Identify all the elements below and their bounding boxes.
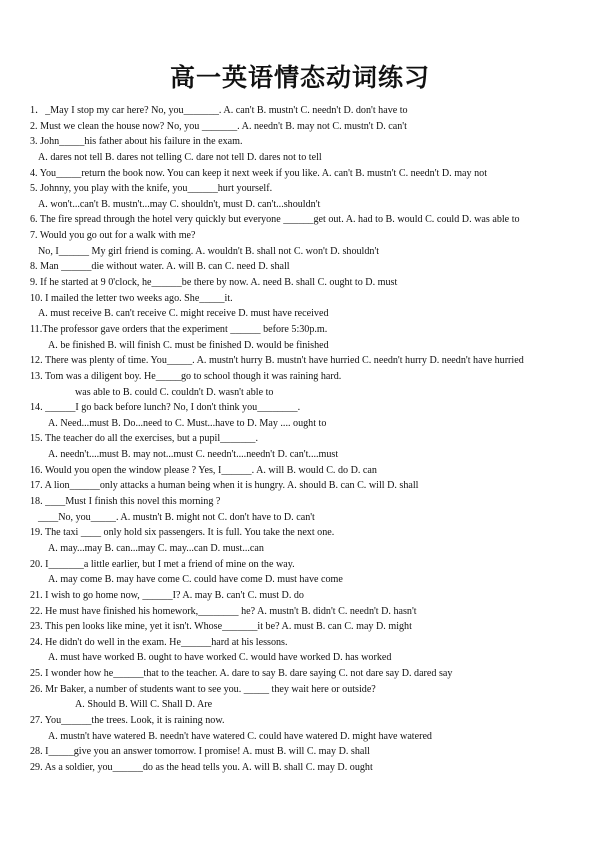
question-25: 25. I wonder how he______that to the teacher. A. dare to say B. dare saying C. not dare say D. dared say [30, 668, 453, 680]
question-19-options: A. may...may B. can...may C. may...can D. must...can [48, 542, 264, 554]
question-3: 3. John_____his father about his failure in the exam. [30, 136, 243, 148]
question-6: 6. The fire spread through the hotel very quickly but everyone ______get out. A. had to B. would C. could D. was able to [30, 214, 520, 226]
question-7: 7. Would you go out for a walk with me? [30, 230, 196, 242]
question-9: 9. If he started at 9 0'clock, he______be there by now. A. need B. shall C. ought to D. must [30, 277, 398, 289]
question-3-options: A. dares not tell B. dares not telling C. dare not tell D. dares not to tell [38, 151, 322, 163]
question-13-options: was able to B. could C. couldn't D. wasn't able to [75, 386, 274, 398]
question-7-response: No, I______ My girl friend is coming. A. wouldn't B. shall not C. won't D. shouldn't [38, 245, 380, 257]
question-2: 2. Must we clean the house now? No, you _______. A. needn't B. may not C. mustn't D. can't [30, 120, 407, 132]
question-29: 29. As a soldier, you______do as the head tells you. A. will B. shall C. may D. ought [30, 761, 373, 773]
question-13: 13. Tom was a diligent boy. He_____go to school though it was raining hard. [30, 370, 342, 382]
question-14-options: A. Need...must B. Do...need to C. Must...have to D. May .... ought to [48, 417, 327, 429]
question-26-options: A. Should B. Will C. Shall D. Are [75, 699, 213, 711]
question-18-options: ____No, you_____. A. mustn't B. might not C. don't have to D. can't [38, 511, 315, 523]
question-26: 26. Mr Baker, a number of students want to see you. _____ they wait here or outside? [30, 683, 376, 695]
question-11-options: A. be finished B. will finish C. must be finished D. would be finished [48, 339, 329, 351]
page-title: 高一英语情态动词练习 [169, 63, 430, 92]
question-19: 19. The taxi ____ only hold six passengers. It is full. You take the next one. [30, 527, 335, 539]
question-5: 5. Johnny, you play with the knife, you______hurt yourself. [30, 183, 273, 195]
question-10: 10. I mailed the letter two weeks ago. She_____it. [30, 292, 233, 304]
question-28: 28. I_____give you an answer tomorrow. I promise! A. must B. will C. may D. shall [30, 746, 370, 758]
question-10-options: A. must receive B. can't receive C. might receive D. must have received [38, 308, 329, 320]
question-11: 11.The professor gave orders that the experiment ______ before 5:30p.m. [30, 323, 328, 335]
question-15-options: A. needn't....must B. may not...must C. needn't....needn't D. can't....must [48, 449, 339, 461]
question-22: 22. He must have finished his homework,________ he? A. mustn't B. didn't C. needn't D. hasn't [30, 605, 417, 617]
question-14: 14. ______I go back before lunch? No, I don't think you________. [30, 402, 301, 414]
question-17: 17. A lion______only attacks a human being when it is hungry. A. should B. can C. will D. shall [30, 480, 419, 492]
question-8: 8. Man ______die without water. A. will B. can C. need D. shall [30, 261, 290, 273]
question-24-options: A. must have worked B. ought to have worked C. would have worked D. has worked [48, 652, 392, 664]
question-18: 18. ____Must I finish this novel this morning ? [30, 496, 221, 508]
question-5-options: A. won't...can't B. mustn't...may C. shouldn't, must D. can't...shouldn't [38, 198, 321, 210]
question-1: 1．_May I stop my car here? No, you_______. A. can't B. mustn't C. needn't D. don't have to [30, 105, 408, 116]
question-24: 24. He didn't do well in the exam. He______hard at his lessons. [30, 636, 288, 648]
question-15: 15. The teacher do all the exercises, but a pupil_______. [30, 433, 258, 445]
question-23: 23. This pen looks like mine, yet it isn't. Whose_______it be? A. must B. can C. may D. might [30, 621, 412, 633]
question-20-options: A. may come B. may have come C. could have come D. must have come [48, 574, 343, 586]
question-4: 4. You_____return the book now. You can keep it next week if you like. A. can't B. mustn't C. needn't D. may not [30, 167, 488, 179]
question-12: 12. There was plenty of time. You_____. A. mustn't hurry B. mustn't have hurried C. needn't hurry D. needn't have hurried [30, 355, 524, 367]
question-27: 27. You______the trees. Look, it is raining now. [30, 714, 225, 726]
question-27-options: A. mustn't have watered B. needn't have watered C. could have watered D. might have watered [48, 730, 432, 742]
question-list [30, 103, 595, 776]
question-16: 16. Would you open the window please ? Yes, I______. A. will B. would C. do D. can [30, 464, 377, 476]
question-20: 20. I_______a little earlier, but I met a friend of mine on the way. [30, 558, 295, 570]
question-21: 21. I wish to go home now, ______I? A. may B. can't C. must D. do [30, 589, 304, 601]
